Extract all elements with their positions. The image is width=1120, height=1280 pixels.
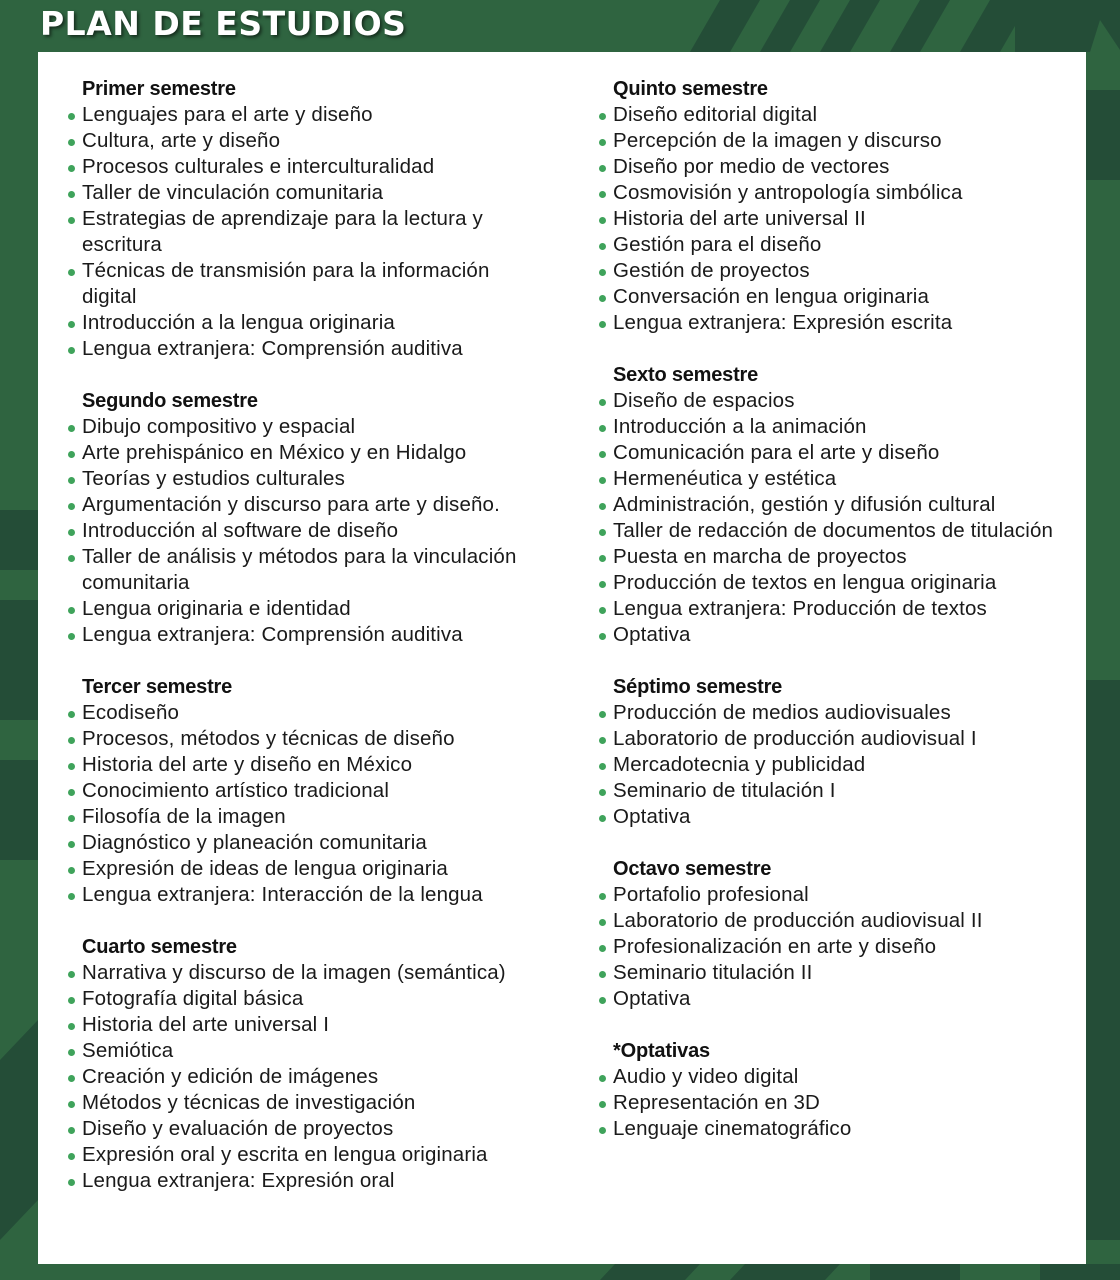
course-item [68,154,548,180]
course-item [599,1090,1069,1116]
course-item [68,466,548,492]
course-name: Introducción a la animación [613,415,867,438]
course-name: Teorías y estudios culturales [82,467,346,490]
bullet-icon [68,503,75,510]
bullet-icon [599,425,606,432]
bullet-icon [599,997,606,1004]
semester-section [599,856,1069,1012]
course-name: Fotografía digital básica [82,987,304,1010]
course-name: Argumentación y discurso para arte y diseño. [82,493,500,516]
bullet-icon [68,841,75,848]
course-item [68,1038,548,1064]
course-name: Profesionalización en arte y diseño [613,935,937,958]
course-name: Conversación en lengua originaria [613,285,930,308]
bullet-icon [68,321,75,328]
bullet-icon [599,503,606,510]
bullet-icon [599,451,606,458]
course-item [599,414,1069,440]
course-item [68,882,548,908]
course-name: Taller de vinculación comunitaria [82,181,384,204]
semester-section [599,1038,1069,1142]
semester-section [68,934,548,1194]
course-name: Producción de textos en lengua originaria [613,571,997,594]
course-list [599,1064,1069,1142]
course-item [599,518,1069,544]
bullet-icon [68,191,75,198]
course-item [68,1168,548,1194]
course-item [599,492,1069,518]
course-item [599,726,1069,752]
bullet-icon [68,529,75,536]
bullet-icon [68,1049,75,1056]
course-name: Audio y video digital [613,1065,799,1088]
course-item [599,232,1069,258]
course-item [68,336,548,362]
course-list [68,414,548,648]
course-item [599,596,1069,622]
course-name: Semiótica [82,1039,174,1062]
course-item [599,180,1069,206]
course-list [68,102,548,362]
bullet-icon [68,815,75,822]
course-name: Introducción al software de diseño [82,519,399,542]
course-list [68,960,548,1194]
course-item [68,440,548,466]
semester-section [68,388,548,648]
bullet-icon [599,1101,606,1108]
bullet-icon [68,451,75,458]
bullet-icon [599,763,606,770]
bullet-icon [68,1153,75,1160]
bullet-icon [68,867,75,874]
course-name: Introducción a la lengua originaria [82,311,395,334]
course-item [68,752,548,778]
bullet-icon [599,243,606,250]
course-item [68,726,548,752]
bullet-icon [68,555,75,562]
bullet-icon [599,191,606,198]
course-name: Procesos, métodos y técnicas de diseño [82,727,455,750]
semester-title: Segundo semestre [82,390,258,412]
course-name: Ecodiseño [82,701,180,724]
bullet-icon [599,789,606,796]
course-name: Dibujo compositivo y espacial [82,415,356,438]
course-name: Historia del arte universal I [82,1013,330,1036]
bullet-icon [68,139,75,146]
course-name: Narrativa y discurso de la imagen (semántica) [82,961,506,984]
bullet-icon [68,1179,75,1186]
semester-title: Tercer semestre [82,676,233,698]
course-name: Producción de medios audiovisuales [613,701,951,724]
course-item [68,1012,548,1038]
bullet-icon [599,919,606,926]
course-list [68,700,548,908]
course-item [68,258,548,310]
course-name: Taller de análisis y métodos para la vinculación comunitaria [82,545,517,594]
bullet-icon [68,165,75,172]
course-list [599,700,1069,830]
course-item [599,960,1069,986]
bullet-icon [599,711,606,718]
course-item [68,544,548,596]
course-item [599,1116,1069,1142]
course-name: Optativa [613,623,691,646]
course-item [68,492,548,518]
course-name: Conocimiento artístico tradicional [82,779,390,802]
course-item [68,700,548,726]
course-name: Gestión para el diseño [613,233,822,256]
course-name: Laboratorio de producción audiovisual II [613,909,983,932]
course-item [68,830,548,856]
page-title: PLAN DE ESTUDIOS [40,4,407,43]
semester-title: *Optativas [613,1040,710,1062]
bullet-icon [599,737,606,744]
course-name: Optativa [613,805,691,828]
course-name: Cosmovisión y antropología simbólica [613,181,963,204]
course-item [599,804,1069,830]
course-item [599,310,1069,336]
course-name: Diseño editorial digital [613,103,818,126]
course-name: Lenguaje cinematográfico [613,1117,852,1140]
course-item [599,700,1069,726]
course-name: Gestión de proyectos [613,259,810,282]
course-item [68,596,548,622]
course-name: Diagnóstico y planeación comunitaria [82,831,427,854]
course-name: Portafolio profesional [613,883,809,906]
course-item [68,1142,548,1168]
bullet-icon [599,113,606,120]
bullet-icon [68,347,75,354]
course-item [599,934,1069,960]
bullet-icon [68,971,75,978]
bullet-icon [68,711,75,718]
course-name: Filosofía de la imagen [82,805,286,828]
bullet-icon [68,893,75,900]
course-name: Lengua extranjera: Comprensión auditiva [82,337,463,360]
semester-title: Quinto semestre [613,78,768,100]
course-item [68,206,548,258]
course-name: Arte prehispánico en México y en Hidalgo [82,441,467,464]
course-name: Expresión oral y escrita en lengua originaria [82,1143,488,1166]
bullet-icon [599,139,606,146]
bullet-icon [68,217,75,224]
bullet-icon [68,113,75,120]
course-name: Procesos culturales e interculturalidad [82,155,435,178]
course-item [599,154,1069,180]
course-item [599,102,1069,128]
course-name: Comunicación para el arte y diseño [613,441,940,464]
course-name: Laboratorio de producción audiovisual I [613,727,977,750]
course-name: Hermenéutica y estética [613,467,837,490]
course-name: Lenguajes para el arte y diseño [82,103,373,126]
left-column [68,76,548,1220]
bullet-icon [599,555,606,562]
semester-section [599,362,1069,648]
course-name: Puesta en marcha de proyectos [613,545,907,568]
course-item [68,102,548,128]
bullet-icon [599,217,606,224]
bullet-icon [599,581,606,588]
course-name: Creación y edición de imágenes [82,1065,379,1088]
course-item [68,180,548,206]
course-name: Percepción de la imagen y discurso [613,129,942,152]
course-name: Expresión de ideas de lengua originaria [82,857,448,880]
course-name: Taller de redacción de documentos de titulación [613,519,1054,542]
course-name: Lengua extranjera: Interacción de la lengua [82,883,483,906]
course-name: Lengua extranjera: Expresión escrita [613,311,953,334]
course-item [599,284,1069,310]
course-item [599,206,1069,232]
bullet-icon [599,945,606,952]
course-name: Lengua extranjera: Producción de textos [613,597,987,620]
bullet-icon [599,269,606,276]
course-item [599,622,1069,648]
course-name: Diseño y evaluación de proyectos [82,1117,394,1140]
bullet-icon [68,607,75,614]
course-item [68,310,548,336]
course-item [68,778,548,804]
course-item [599,388,1069,414]
bullet-icon [599,1127,606,1134]
course-name: Optativa [613,987,691,1010]
course-item [68,856,548,882]
course-list [599,882,1069,1012]
course-item [68,804,548,830]
semester-title: Primer semestre [82,78,236,100]
bullet-icon [599,529,606,536]
course-name: Técnicas de transmisión para la información digital [82,259,490,308]
course-item [68,1064,548,1090]
bullet-icon [68,789,75,796]
bullet-icon [599,477,606,484]
course-item [68,414,548,440]
course-item [599,440,1069,466]
course-name: Mercadotecnia y publicidad [613,753,866,776]
semester-section [68,76,548,362]
bullet-icon [599,295,606,302]
bullet-icon [599,165,606,172]
bullet-icon [68,1101,75,1108]
course-name: Seminario de titulación I [613,779,836,802]
bullet-icon [599,633,606,640]
course-name: Estrategias de aprendizaje para la lectura y escritura [82,207,483,256]
bullet-icon [68,737,75,744]
semester-section [599,674,1069,830]
course-list [599,102,1069,336]
course-name: Administración, gestión y difusión cultural [613,493,996,516]
bullet-icon [599,607,606,614]
course-item [68,986,548,1012]
course-name: Seminario titulación II [613,961,813,984]
course-item [599,570,1069,596]
semester-section [68,674,548,908]
bullet-icon [68,269,75,276]
bullet-icon [68,763,75,770]
bullet-icon [599,971,606,978]
bullet-icon [68,633,75,640]
course-item [599,1064,1069,1090]
course-name: Diseño por medio de vectores [613,155,890,178]
course-item [599,128,1069,154]
course-item [599,908,1069,934]
course-item [599,258,1069,284]
bullet-icon [68,1075,75,1082]
course-name: Lengua extranjera: Comprensión auditiva [82,623,463,646]
right-column [599,76,1069,1168]
bullet-icon [68,1127,75,1134]
semester-title: Octavo semestre [613,858,772,880]
course-name: Cultura, arte y diseño [82,129,281,152]
course-item [68,1090,548,1116]
course-item [599,752,1069,778]
course-name: Lengua originaria e identidad [82,597,351,620]
bullet-icon [599,815,606,822]
course-item [68,1116,548,1142]
course-name: Métodos y técnicas de investigación [82,1091,416,1114]
course-name: Diseño de espacios [613,389,795,412]
course-item [68,518,548,544]
course-item [68,128,548,154]
course-item [599,986,1069,1012]
course-item [599,544,1069,570]
bullet-icon [68,477,75,484]
bullet-icon [68,997,75,1004]
semester-title: Sexto semestre [613,364,759,386]
semester-title: Séptimo semestre [613,676,783,698]
course-name: Historia del arte y diseño en México [82,753,413,776]
course-name: Representación en 3D [613,1091,820,1114]
course-name: Historia del arte universal II [613,207,866,230]
course-item [599,882,1069,908]
course-item [68,960,548,986]
curriculum-panel [38,52,1086,1264]
bullet-icon [599,399,606,406]
bullet-icon [599,1075,606,1082]
course-item [599,778,1069,804]
course-list [599,388,1069,648]
course-name: Lengua extranjera: Expresión oral [82,1169,395,1192]
bullet-icon [599,893,606,900]
semester-section [599,76,1069,336]
bullet-icon [68,1023,75,1030]
bullet-icon [599,321,606,328]
bullet-icon [68,425,75,432]
semester-title: Cuarto semestre [82,936,237,958]
course-item [599,466,1069,492]
course-item [68,622,548,648]
